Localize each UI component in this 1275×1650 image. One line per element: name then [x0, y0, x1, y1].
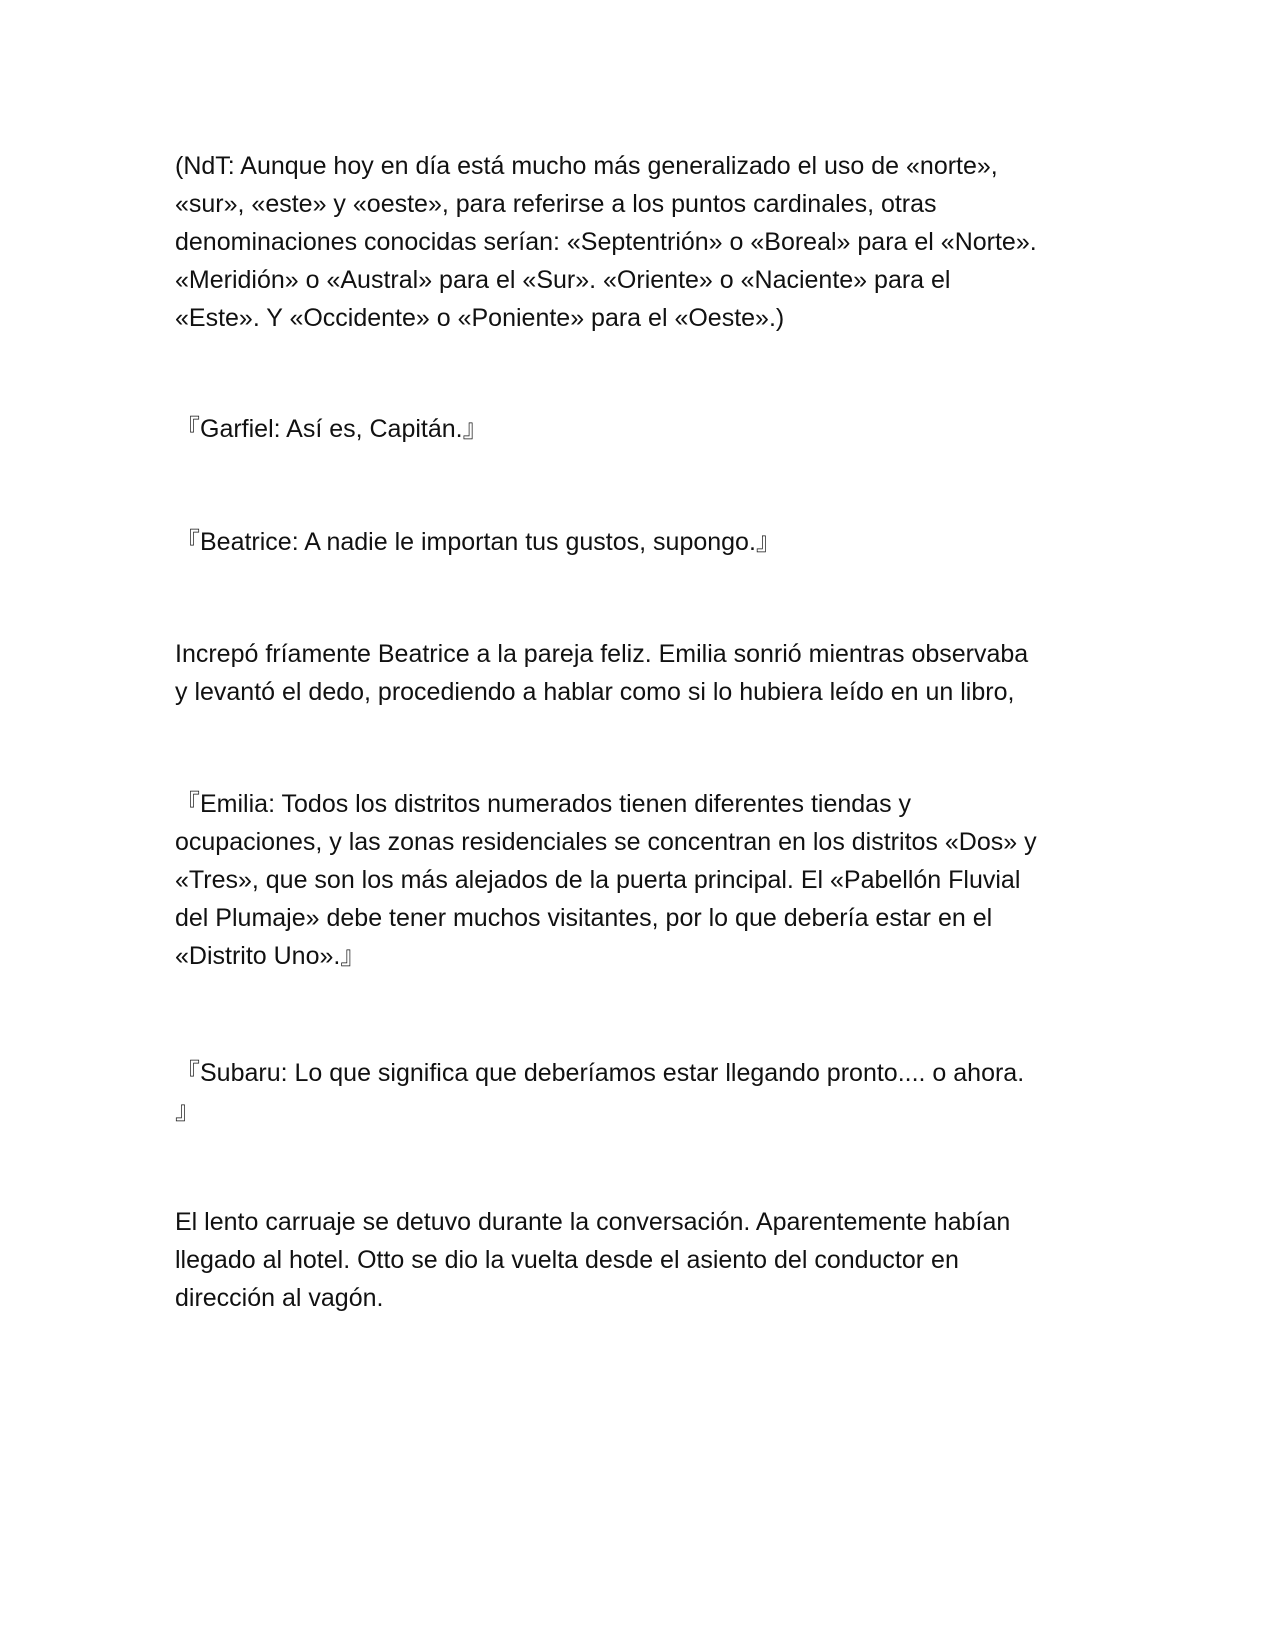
narration-paragraph-final: El lento carruaje se detuvo durante la conversación. Aparentemente habían llegado al hotel. Otto se dio la vuelta desde el asiento del conductor en dirección al vagón.: [175, 1208, 1011, 1312]
dialogue-garfiel: 『Garfiel: Así es, Capitán.』: [175, 415, 488, 443]
dialogue-subaru: 『Subaru: Lo que significa que deberíamos estar llegando pronto.... o ahora. 』: [175, 1059, 1025, 1125]
dialogue-beatrice: 『Beatrice: A nadie le importan tus gustos, supongo.』: [175, 528, 781, 556]
translator-note-paragraph: (NdT: Aunque hoy en día está mucho más generalizado el uso de «norte», «sur», «este» y «oeste», para referirse a los puntos cardinales, otras denominaciones conocidas serían: «Septentrión» o «Boreal» para el «Norte». «Meridión» o «Austral» para el «Sur». «Oriente» o «Naciente» para el «Este». Y «Occidente» o «Poniente» para el «Oeste».): [175, 152, 1037, 332]
narration-paragraph: Increpó fríamente Beatrice a la pareja feliz. Emilia sonrió mientras observaba y levantó el dedo, procediendo a hablar como si lo hubiera leído en un libro,: [175, 640, 1029, 706]
dialogue-emilia: 『Emilia: Todos los distritos numerados tienen diferentes tiendas y ocupaciones, y las zonas residenciales se concentran en los distritos «Dos» y «Tres», que son los más alejados de la puerta principal. El «Pabellón Fluvial del Plumaje» debe tener muchos visitantes, por lo que debería estar en el «Distrito Uno».』: [175, 790, 1037, 970]
